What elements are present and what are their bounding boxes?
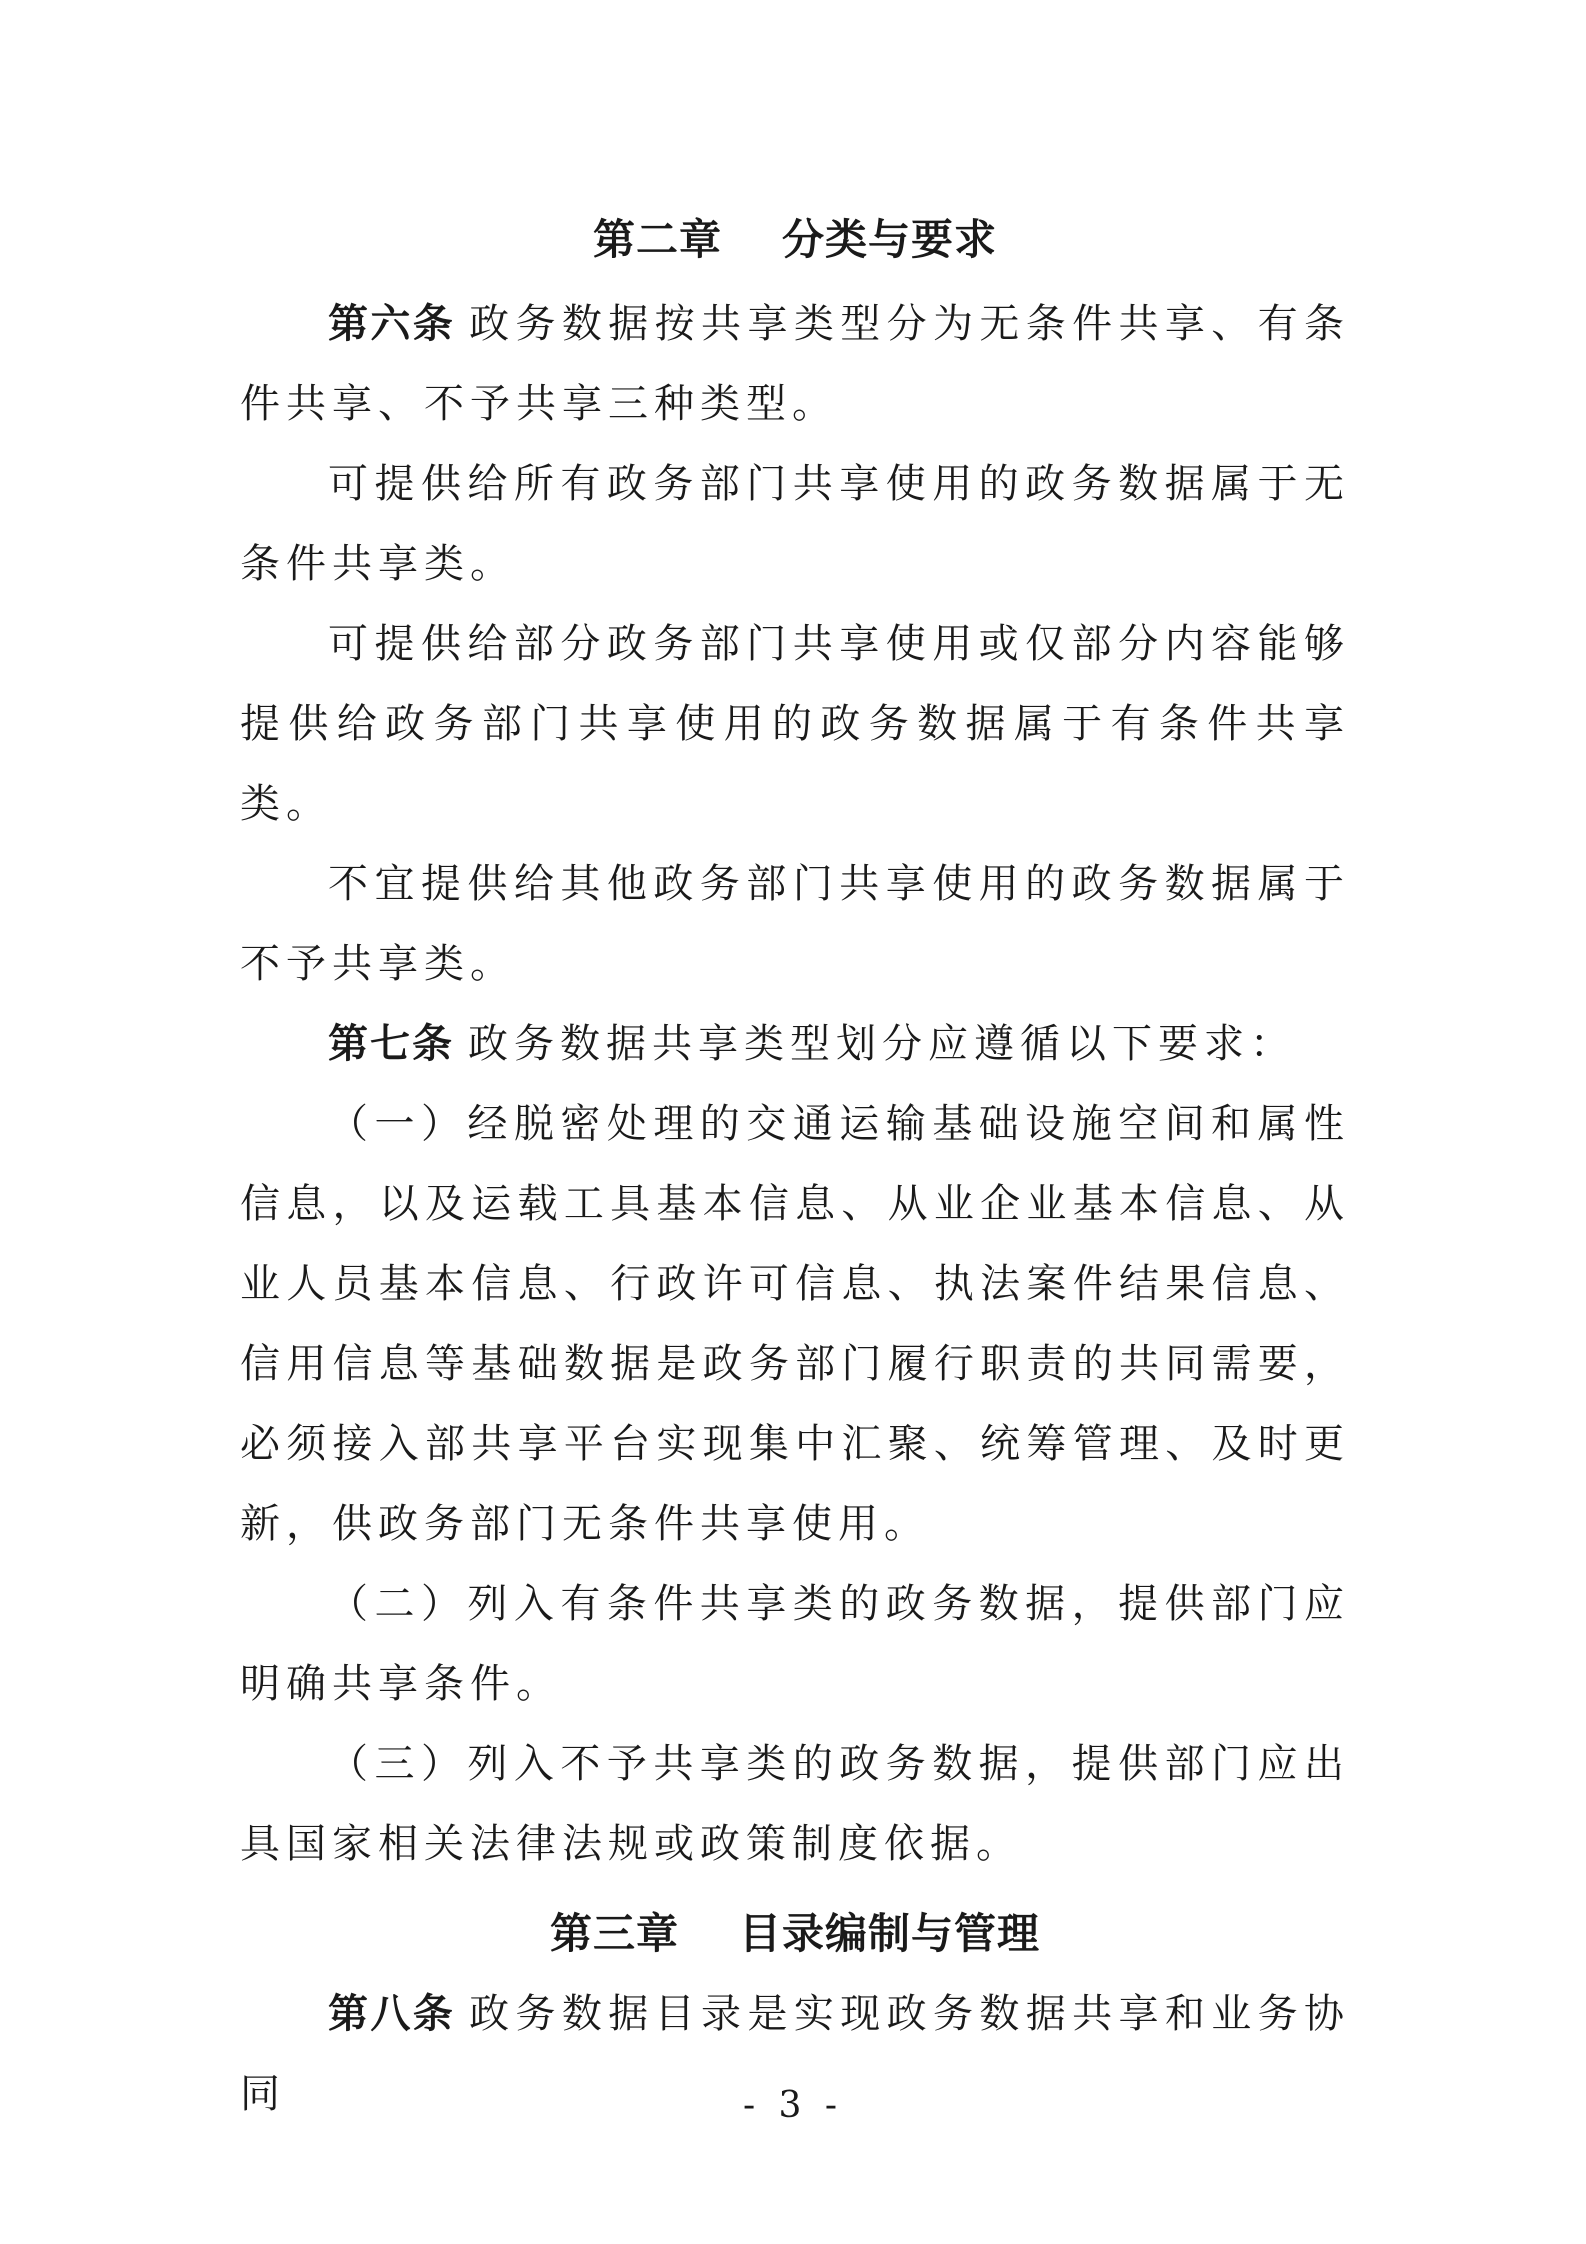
chapter-2-title: 分类与要求 [782, 215, 998, 264]
document-page [240, 200, 1350, 2134]
article-7-item-1: （一）经脱密处理的交通运输基础设施空间和属性信息，以及运载工具基本信息、从业企业基本信息、从业人员基本信息、行政许可信息、执法案件结果信息、信用信息等基础数据是政务部门履行职责的共同需要，必须接入部共享平台实现集中汇聚、统筹管理、及时更新，供政务部门无条件共享使用。 [240, 1101, 1350, 1547]
article-7-item-3: （三）列入不予共享类的政务数据，提供部门应出具国家相关法律法规或政策制度依据。 [240, 1741, 1350, 1867]
article-6-conditional-paragraph: 可提供给部分政务部门共享使用或仅部分内容能够提供给政务部门共享使用的政务数据属于有条件共享类。 [240, 621, 1350, 827]
article-6-text: 政务数据按共享类型分为无条件共享、有条件共享、不予共享三种类型。 [240, 301, 1351, 427]
article-6-paragraph [240, 284, 1350, 444]
chapter-3-title: 目录编制与管理 [739, 1909, 1041, 1958]
article-7-paragraph [240, 1004, 1350, 1084]
article-7-label: 第七条 [328, 1021, 454, 1067]
article-6-unconditional-paragraph: 可提供给所有政务部门共享使用的政务数据属于无条件共享类。 [240, 461, 1350, 587]
chapter-3-number: 第三章 [549, 1909, 679, 1958]
chapter-2-number: 第二章 [592, 215, 722, 264]
article-8-label: 第八条 [328, 1991, 456, 2037]
article-8-text: 政务数据目录是实现政务数据共享和业务协同 [240, 1991, 1351, 2117]
chapter-2-heading [240, 200, 1350, 280]
chapter-3-heading [240, 1894, 1350, 1974]
article-7-text: 政务数据共享类型划分应遵循以下要求： [468, 1021, 1296, 1067]
article-6-label: 第六条 [328, 301, 456, 347]
article-7-item-2: （二）列入有条件共享类的政务数据，提供部门应明确共享条件。 [240, 1581, 1350, 1707]
article-6-not-shared-paragraph: 不宜提供给其他政务部门共享使用的政务数据属于不予共享类。 [240, 861, 1350, 987]
page-number: - 3 - [742, 2085, 844, 2126]
